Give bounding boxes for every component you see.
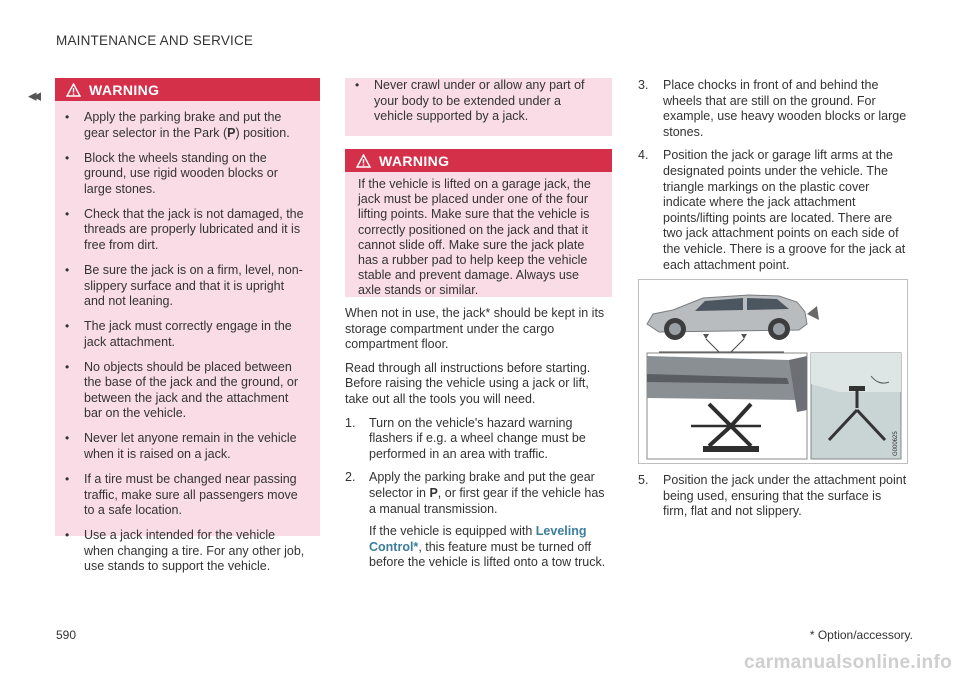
step-number: 3. <box>638 78 649 92</box>
warning-title: WARNING <box>89 81 160 98</box>
step-text: Turn on the vehicle's hazard warning flashers if e.g. a wheel change must be performed in an area with traffic. <box>369 415 586 461</box>
warning-item: • Use a jack intended for the vehicle when changing a tire. For any other job, use stands to support the vehicle. <box>84 528 308 575</box>
step-number: 4. <box>638 148 649 163</box>
instructions-step-5 <box>638 473 908 528</box>
steps-list <box>638 78 908 273</box>
step-text: Place chocks in front of and behind the wheels that are still on the ground. For example, use heavy wooden blocks or large stones. <box>663 78 907 139</box>
step-subtext: If the vehicle is equipped with Leveling Control*, this feature must be turned off before the vehicle is lifted onto a tow truck. <box>369 524 606 570</box>
step-item <box>638 148 908 273</box>
warning-item: • Check that the jack is not damaged, the threads are properly lubricated and it is free from dirt. <box>84 207 308 254</box>
warning-item: • If a tire must be changed near passing traffic, make sure all passengers move to a safe location. <box>84 472 308 519</box>
paragraph: Read through all instructions before starting. Before raising the vehicle using a jack or lift, take out all the tools you will need. <box>345 360 591 406</box>
watermark: carmanualsonline.info <box>744 652 952 673</box>
step-text: Position the jack under the attachment point being used, ensuring that the surface is firm, flat and not slippery. <box>663 473 907 519</box>
warning-item: • Never crawl under or allow any part of your body to be extended under a vehicle supported by a jack. <box>374 78 600 125</box>
step-number: 1. <box>345 415 356 430</box>
back-arrows-icon[interactable]: ◂◂ <box>28 86 38 105</box>
instructions-column <box>345 306 612 579</box>
step-item <box>345 416 612 463</box>
warning-title: WARNING <box>379 152 450 169</box>
warning-box-1-continued <box>345 78 612 136</box>
section-header: MAINTENANCE AND SERVICE <box>56 33 254 48</box>
jack-illustration <box>639 280 907 463</box>
warning-item: • Apply the parking brake and put the gear selector in the Park (P) position. <box>84 110 308 141</box>
warning-header <box>55 78 320 101</box>
warning-item: • The jack must correctly engage in the jack attachment. <box>84 319 308 350</box>
figure-code: G000625 <box>893 431 899 456</box>
gear-letter: P <box>429 485 438 500</box>
warning-item: • Never let anyone remain in the vehicle when it is raised on a jack. <box>84 431 308 462</box>
step-text: Apply the parking brake and put the gear selector in <box>369 470 595 500</box>
warning-box-2 <box>345 149 612 297</box>
step-number: 2. <box>345 470 356 485</box>
step-item <box>638 78 908 140</box>
step-item <box>638 473 908 520</box>
warning-triangle-icon <box>356 154 371 168</box>
step-text: , or first gear if the vehicle has a manual transmission. <box>369 485 605 516</box>
steps-list <box>638 473 908 520</box>
footnote: * Option/accessory. <box>809 628 913 642</box>
steps-list <box>345 416 612 571</box>
warning-item: • No objects should be placed between the base of the jack and the ground, or between the jack and the attachment bar on the vehicle. <box>84 360 308 422</box>
jack-points-figure <box>638 279 908 464</box>
step-number: 5. <box>638 473 649 487</box>
step-text: Position the jack or garage lift arms at the designated points under the vehicle. The triangle markings on the plastic cover indicate where the jack attachment points/lifting points are located. There are two jack attachment points on each side of the vehicle. There is a groove for the jack at each attachment point. <box>663 148 906 272</box>
instructions-column-3 <box>638 78 908 281</box>
warning-triangle-icon <box>66 83 81 97</box>
warning-header <box>345 149 612 172</box>
car-illustration <box>647 295 819 340</box>
warning-item: • Block the wheels standing on the ground, use rigid wooden blocks or large stones. <box>84 151 308 198</box>
warning-text: If the vehicle is lifted on a garage jack, the jack must be placed under one of the four lifting points. Make sure that the vehicle is correctly positioned on the jack and that it cannot slide off. Make sure the jack plate has a rubber pad to help keep the vehicle stable and prevent damage. Always use axle stands or similar. <box>358 177 591 298</box>
leveling-control-link[interactable]: Leveling Control* <box>369 524 587 554</box>
page-number: 590 <box>56 628 77 642</box>
warning-item: • Be sure the jack is on a firm, level, non-slippery surface and that it is upright and not leaning. <box>84 263 308 310</box>
paragraph: When not in use, the jack* should be kept in its storage compartment under the cargo compartment floor. <box>345 306 605 352</box>
warning-box-1 <box>55 78 320 574</box>
step-item <box>345 470 612 571</box>
warning-list <box>55 101 320 575</box>
